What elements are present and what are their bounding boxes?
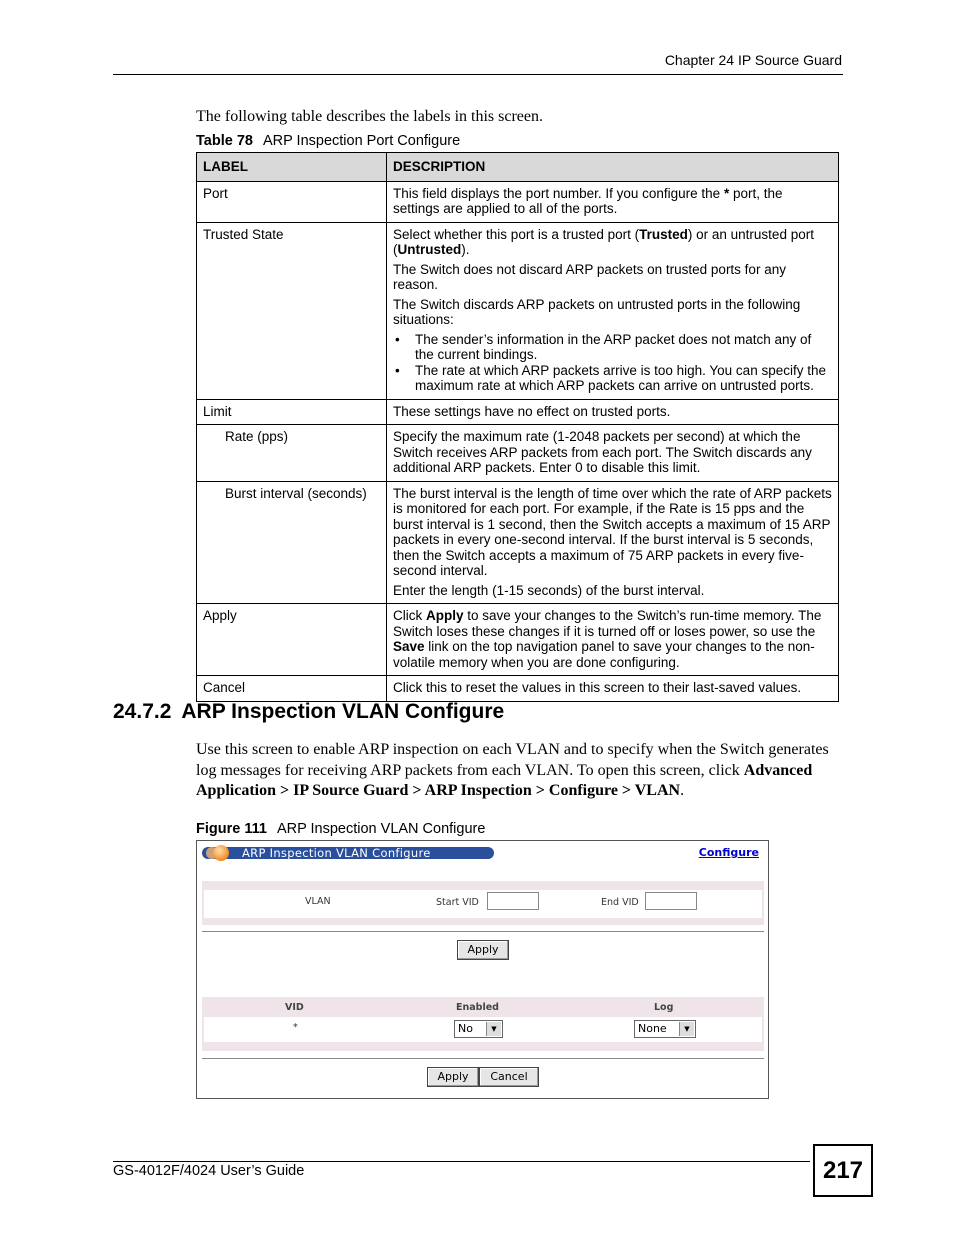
cancel-button[interactable]: Cancel bbox=[479, 1067, 539, 1087]
row-label: Cancel bbox=[197, 676, 387, 702]
enabled-select[interactable]: No ▼ bbox=[454, 1020, 503, 1038]
table-row bbox=[197, 425, 839, 482]
start-vid-input[interactable] bbox=[487, 892, 539, 910]
chevron-down-icon: ▼ bbox=[679, 1022, 694, 1036]
row-label: Burst interval (seconds) bbox=[197, 481, 387, 604]
configure-link[interactable]: Configure bbox=[698, 846, 759, 859]
list-item: • The rate at which ARP packets arrive is too high. You can specify the maximum rate at which ARP packets can arrive on untrusted ports. bbox=[393, 363, 832, 394]
row-label: Rate (pps) bbox=[197, 425, 387, 482]
chevron-down-icon: ▼ bbox=[486, 1022, 501, 1036]
col-label-header: LABEL bbox=[197, 153, 387, 182]
table-number: Table 78 bbox=[196, 133, 253, 149]
row-label: Apply bbox=[197, 604, 387, 676]
table-row bbox=[197, 399, 839, 425]
screen-title-bar bbox=[202, 847, 494, 859]
page-number: 217 bbox=[813, 1144, 873, 1197]
row-label: Port bbox=[197, 181, 387, 222]
table-row bbox=[197, 676, 839, 702]
end-vid-label: End VID bbox=[601, 897, 639, 908]
row-description: These settings have no effect on trusted ports. bbox=[387, 399, 839, 425]
section-number: 24.7.2 bbox=[113, 700, 172, 723]
start-vid-label: Start VID bbox=[436, 897, 479, 908]
apply-button[interactable]: Apply bbox=[457, 940, 509, 960]
col-log-header: Log bbox=[654, 1002, 674, 1013]
apply-button[interactable]: Apply bbox=[427, 1067, 479, 1087]
divider bbox=[202, 1058, 764, 1059]
menu-path: Advanced Application > IP Source Guard > ARP Inspection > Configure > VLAN bbox=[196, 761, 813, 799]
description-table bbox=[196, 152, 839, 702]
log-select[interactable]: None ▼ bbox=[634, 1020, 696, 1038]
table-row bbox=[197, 181, 839, 222]
guide-title: GS-4012F/4024 User’s Guide bbox=[113, 1163, 305, 1179]
table-row bbox=[204, 1017, 762, 1042]
list-item: • The sender’s information in the ARP packet does not match any of the current bindings. bbox=[393, 332, 832, 363]
running-header bbox=[113, 50, 843, 75]
figure-caption bbox=[196, 821, 485, 837]
row-description: Specify the maximum rate (1-2048 packets per second) at which the Switch receives ARP packets from each port. The Switch discards any additional ARP packets. Enter 0 to disable this limit. bbox=[387, 425, 839, 482]
table-title: ARP Inspection Port Configure bbox=[262, 133, 461, 149]
row-description: Click this to reset the values in this screen to their last-saved values. bbox=[387, 676, 839, 702]
vlan-label: VLAN bbox=[305, 896, 331, 907]
row-label: Limit bbox=[197, 399, 387, 425]
row-description: Select whether this port is a trusted port (Trusted) or an untrusted port (Untrusted). The Switch does not discard ARP packets on trusted ports for any reason. The Switch discards ARP packets on untrusted ports in the following situations: • The sender’s information in the ARP packet does not match any of the current bindings. • The rate at which ARP packets arrive is too high. You can specify the maximum rate at which ARP packets can arrive on untrusted ports. bbox=[387, 222, 839, 399]
vid-value: * bbox=[293, 1022, 298, 1033]
page-footer bbox=[113, 1161, 810, 1179]
end-vid-input[interactable] bbox=[645, 892, 697, 910]
section-heading bbox=[113, 700, 504, 724]
section-paragraph: Use this screen to enable ARP inspection on each VLAN and to specify when the Switch generates log messages for receiving ARP packets from each VLAN. To open this screen, click Advanced Application > IP Source Guard > ARP Inspection > Configure > VLAN. bbox=[196, 741, 829, 799]
col-enabled-header: Enabled bbox=[456, 1002, 499, 1013]
row-description: This field displays the port number. If you configure the * port, the settings are applied to all of the ports. bbox=[387, 181, 839, 222]
col-description-header: DESCRIPTION bbox=[387, 153, 839, 182]
table-row bbox=[197, 481, 839, 604]
table-row bbox=[197, 222, 839, 399]
title-orb-icon bbox=[213, 845, 229, 861]
row-description: The burst interval is the length of time over which the rate of ARP packets is monitored for each port. For example, if the Rate is 15 pps and the burst interval is 1 second, then the Switch accepts a maximum of 15 ARP packets in every one-second interval. If the burst interval is 5 seconds, then the Switch accepts a maximum of 75 ARP packets in every five-second interval. Enter the length (1-15 seconds) of the burst interval. bbox=[387, 481, 839, 604]
col-vid-header: VID bbox=[285, 1002, 304, 1013]
divider bbox=[202, 931, 764, 932]
row-label: Trusted State bbox=[197, 222, 387, 399]
section-title: ARP Inspection VLAN Configure bbox=[181, 700, 505, 723]
figure-title: ARP Inspection VLAN Configure bbox=[276, 821, 486, 837]
screen-title: ARP Inspection VLAN Configure bbox=[242, 846, 431, 860]
intro-text: The following table describes the labels in this screen. bbox=[196, 108, 544, 125]
chapter-title: Chapter 24 IP Source Guard bbox=[664, 52, 842, 68]
screen-figure bbox=[196, 840, 769, 1099]
row-description: Click Apply to save your changes to the Switch’s run-time memory. The Switch loses these changes if it is turned off or loses power, so use the Save link on the top navigation panel to save your changes to the non-volatile memory when you are done configuring. bbox=[387, 604, 839, 676]
vlan-range-row bbox=[204, 890, 762, 918]
situation-list bbox=[393, 332, 832, 394]
figure-number: Figure 111 bbox=[196, 821, 267, 837]
table-header-row bbox=[197, 153, 839, 182]
table-row bbox=[197, 604, 839, 676]
table-caption bbox=[196, 133, 460, 149]
